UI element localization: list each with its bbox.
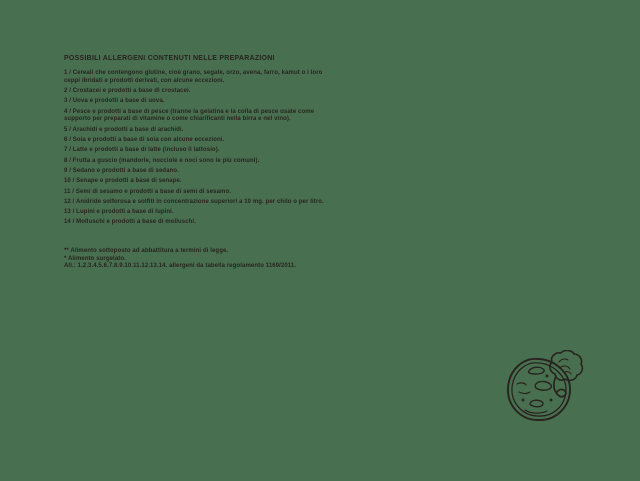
allergen-item-9: 9 / Sedano e prodotti a base di sedano. (64, 167, 179, 174)
allergen-item-14: 14 / Molluschi e prodotti a base di molluschi. (64, 219, 196, 226)
allergen-item-7: 7 / Latte e prodotti a base di latte (incluso il lattosio). (64, 147, 220, 154)
allergen-item-4: 4 / Pesce e prodotti a base di pesce (tranne la gelatina e la colla di pesce usate come supporto per preparati di vitamine o come chiarificanti nella birra e nel vino). (64, 108, 315, 123)
pizza-sketch-drawing (503, 350, 587, 424)
allergen-title: POSSIBILI ALLERGENI CONTENUTI NELLE PREPARAZIONI (64, 55, 275, 62)
footnotes (64, 248, 327, 270)
allergen-item-2: 2 / Crostacei e prodotti a base di crostacei. (64, 88, 191, 95)
allergen-section (64, 55, 327, 270)
allergen-item-5: 5 / Arachidi e prodotti a base di arachidi. (64, 126, 184, 133)
allergen-item-3: 3 / Uova e prodotti a base di uova. (64, 98, 165, 105)
allergen-item-10: 10 / Senape e prodotti a base di senape. (64, 178, 182, 185)
allergen-item-13: 13 / Lupini e prodotti a base di lupini. (64, 209, 174, 216)
footnote-blast-chilled: ** Alimento sottoposto ad abbattitura a termini di legge. (64, 248, 229, 255)
footnote-frozen: * Alimento surgelato. (64, 255, 126, 262)
footnote-regulation: All.: 1.2.3.4.5.6.7.8.9.10.11.12.13.14. allergeni da tabella regolamento 1169/2011. (64, 262, 297, 269)
allergen-item-1: 1 / Cereali che contengono glutine, cioè grano, segale, orzo, avena, farro, kamut o i loro ceppi ibridati e prodotti derivati, con alcune eccezioni. (64, 70, 323, 84)
allergen-item-11: 11 / Semi di sesamo e prodotti a base di semi di sesamo. (64, 188, 231, 195)
pizza-sketch-illustration (503, 350, 587, 429)
allergen-item-8: 8 / Frutta a guscio (mandorle, nocciole e noci sono le più comuni). (64, 157, 260, 164)
allergen-item-6: 6 / Soia e prodotti a base di soia con alcune eccezioni. (64, 137, 225, 144)
allergen-item-12: 12 / Anidride solforosa e solfiti in concentrazione superiori a 10 mg. per chilo o per litro. (64, 198, 324, 205)
